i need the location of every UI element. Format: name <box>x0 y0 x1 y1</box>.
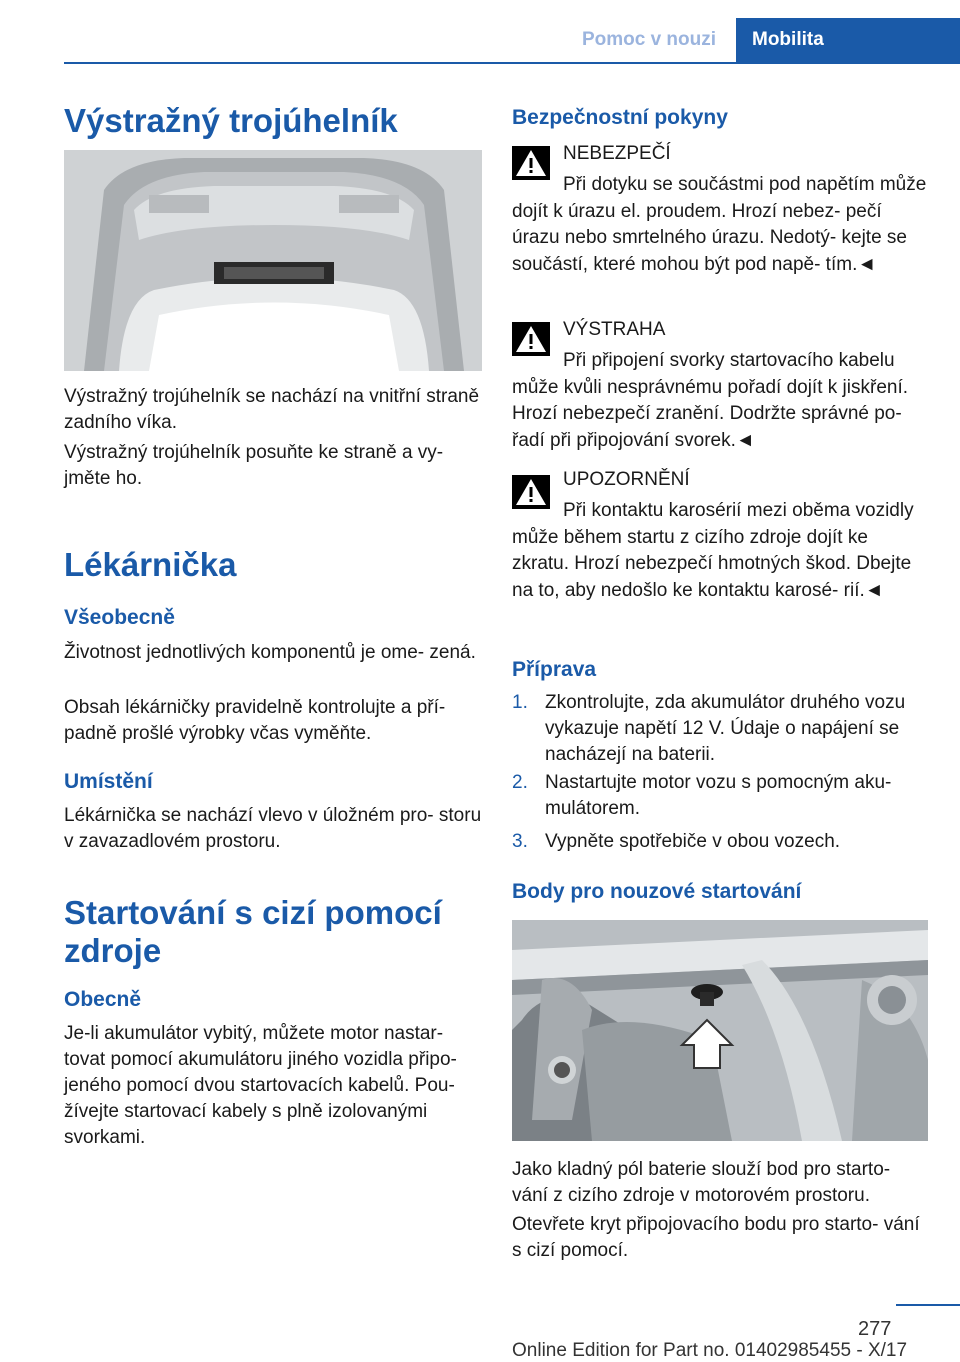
subheading-general: Všeobecně <box>64 606 175 629</box>
heading-first-aid: Lékárnička <box>64 546 237 583</box>
warning-text: Při dotyku se součástmi pod napětím může dojít k úrazu el. proudem. Hrozí nebez‐ pečí úrazu nebo smrtelného úrazu. Nedotý‐ kejte se součástí, které mohou být pod napě‐ tím.◄ <box>512 174 927 275</box>
list-number: 2. <box>512 772 528 793</box>
list-item <box>512 829 930 859</box>
figure-tailgate <box>64 150 482 371</box>
triangle-paragraph-2: Výstražný trojúhelník posuňte ke straně a vy‐ jměte ho. <box>64 442 444 489</box>
list-number: 1. <box>512 692 528 713</box>
header-rule <box>64 62 960 64</box>
header-tab-chapter: Mobilita <box>736 18 960 62</box>
footer-edition: Online Edition for Part no. 01402985455 - X/17 <box>512 1340 908 1361</box>
heading-jump-start: Startování s cizí pomocí zdroje <box>64 894 442 969</box>
jumpstart-paragraph: Je-li akumulátor vybitý, můžete motor nastar‐ tovat pomocí akumulátoru jiného vozidla připo‐ jeného pomocí dvou startovacích kabelů. Pou‐ žívejte startovací kabely s plně izolovanými svorkami. <box>64 1023 457 1148</box>
tailgate-illustration <box>64 150 482 371</box>
points-paragraph-2: Otevřete kryt připojovacího bodu pro starto‐ vání s cizí pomocí. <box>512 1214 920 1261</box>
subheading-general-2: Obecně <box>64 988 142 1011</box>
page-number: 277 <box>858 1318 892 1340</box>
list-text: Nastartujte motor vozu s pomocným aku‐ mulátorem. <box>545 772 892 819</box>
general-paragraph-1: Životnost jednotlivých komponentů je ome‐ zená. <box>64 642 476 663</box>
list-text: Vypněte spotřebiče v obou vozech. <box>545 831 841 852</box>
figure-engine-bay <box>512 920 928 1141</box>
footer-rule <box>896 1304 960 1306</box>
subheading-preparation: Příprava <box>512 658 597 681</box>
header-tab-section: Pomoc v nouzi <box>581 29 717 50</box>
heading-warning-triangle: Výstražný trojúhelník <box>64 102 398 139</box>
triangle-paragraph-1: Výstražný trojúhelník se nachází na vnitřní straně zadního víka. <box>64 386 480 433</box>
subheading-location: Umístění <box>64 770 153 793</box>
points-paragraph-1: Jako kladný pól baterie slouží bod pro starto‐ vání z cizího zdroje v motorovém prostoru. <box>512 1159 891 1206</box>
engine-bay-illustration <box>512 920 928 1141</box>
warning-label: NEBEZPEČÍ <box>563 143 671 164</box>
subheading-jump-points: Body pro nouzové startování <box>512 880 802 903</box>
warning-label: VÝSTRAHA <box>563 319 666 340</box>
list-item <box>512 770 930 826</box>
list-item <box>512 690 930 770</box>
list-text: Zkontrolujte, zda akumulátor druhého vozu vykazuje napětí 12 V. Údaje o napájení se nacházejí na baterii. <box>545 692 906 765</box>
general-paragraph-2: Obsah lékárničky pravidelně kontrolujte a pří‐ padně prošlé výrobky včas vyměňte. <box>64 697 446 744</box>
list-number: 3. <box>512 831 528 852</box>
location-paragraph: Lékárnička se nachází vlevo v úložném pro‐ storu v zavazadlovém prostoru. <box>64 805 482 852</box>
warning-label: UPOZORNĚNÍ <box>563 469 690 490</box>
warning-text: Při kontaktu karosérií mezi oběma vozidly může během startu z cizího zdroje dojít ke zkratu. Hrozí nebezpečí hmotných škod. Dbejte na to, aby nedošlo ke kontaktu karosé‐ rií.◄ <box>512 500 914 601</box>
subheading-safety: Bezpečnostní pokyny <box>512 106 728 129</box>
warning-text: Při připojení svorky startovacího kabelu může kvůli nesprávnému pořadí dojít k jiskření. Hrozí nebezpečí zranění. Dodržte správné po‐ řadí při připojování svorek.◄ <box>512 350 909 451</box>
